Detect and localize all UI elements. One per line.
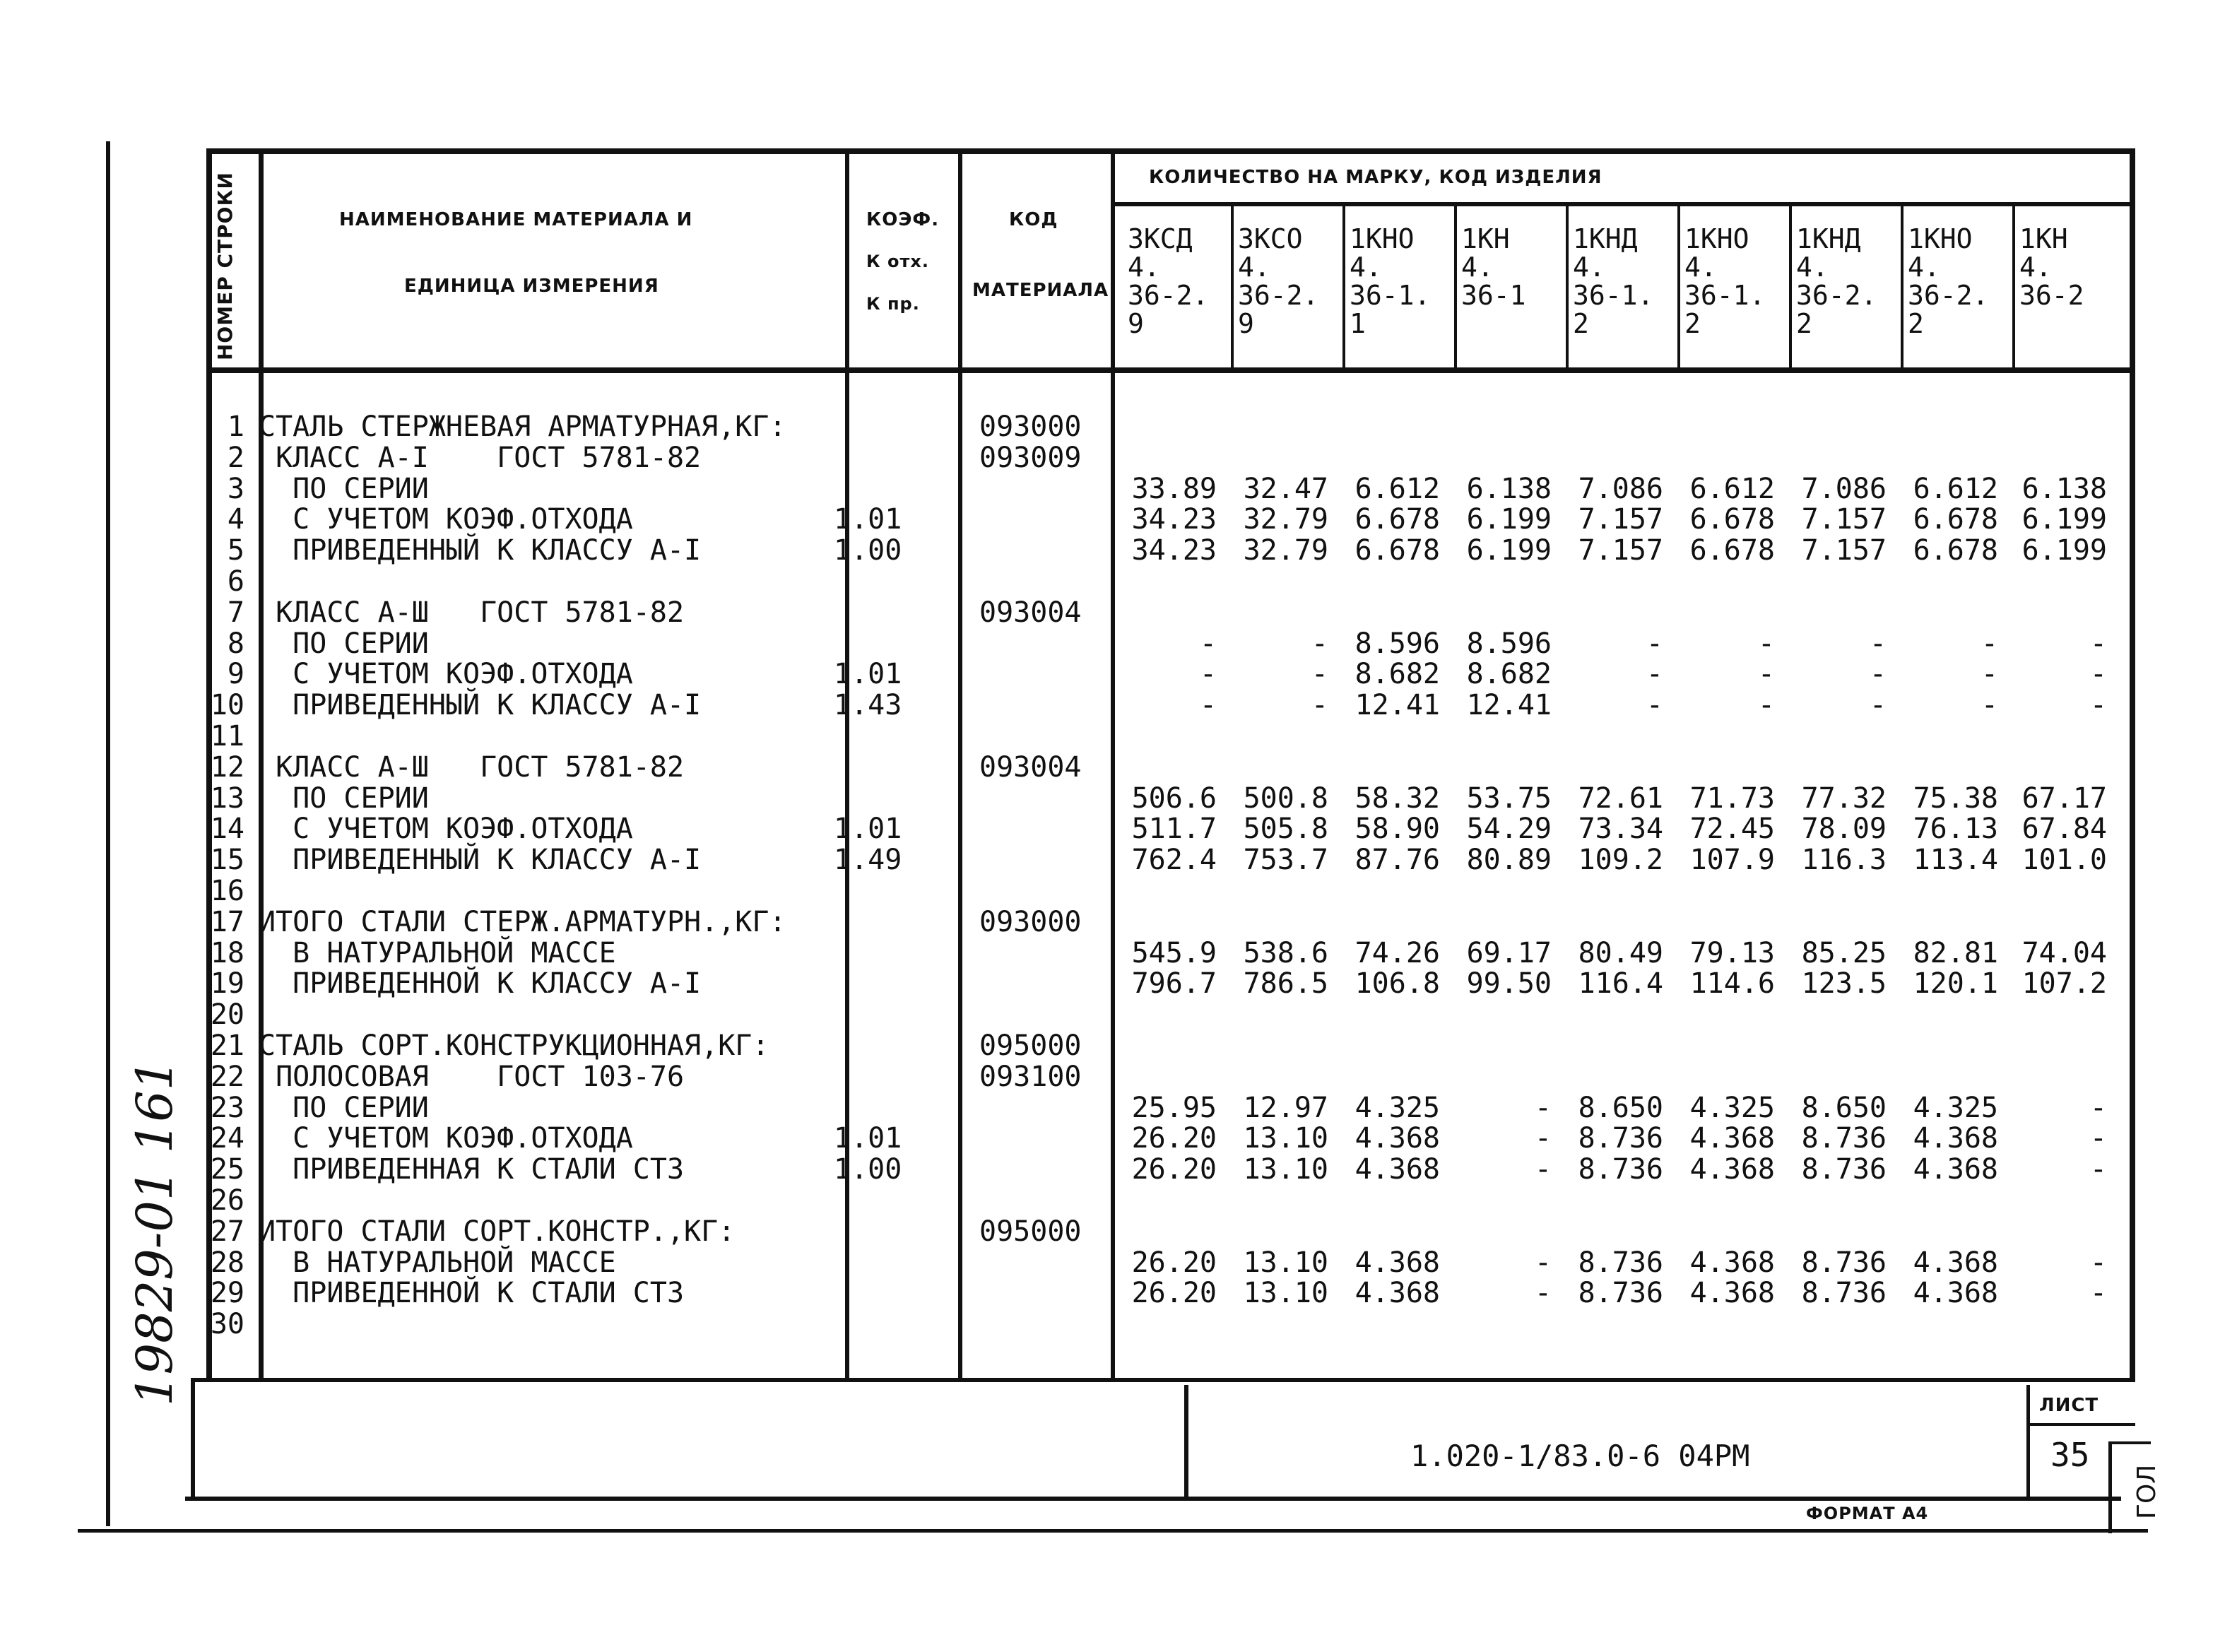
row-value: 73.34 [1578,813,1663,845]
row-value: - [1869,689,1887,721]
outer-bottom-border [78,1529,2148,1533]
row-value: - [1869,627,1887,660]
row-value: - [1311,689,1328,721]
row-value: 101.0 [2021,844,2107,876]
row-value: - [2089,689,2107,721]
row-number: 2 [227,442,244,474]
row-value: 12.97 [1243,1092,1328,1124]
row-value: 8.736 [1801,1277,1887,1309]
row-coef: 1.01 [834,658,902,690]
row-number: 5 [227,534,244,567]
row-value: 58.90 [1354,813,1440,845]
row-name: КЛАСС А-Ш ГОСТ 5781-82 [259,751,685,784]
row-coef: 1.00 [834,534,902,567]
prod-sep-5 [1677,205,1680,369]
row-name: КЛАСС А-Ш ГОСТ 5781-82 [259,596,685,629]
handwritten-margin-note: 19829-01 161 [126,1058,184,1406]
row-value: - [1646,658,1663,690]
row-number: 6 [227,565,244,598]
row-value: 6.138 [1466,473,1552,505]
row-name: В НАТУРАЛЬНОЙ МАССЕ [259,937,616,969]
row-value: 80.89 [1466,844,1552,876]
prod-sep-6 [1789,205,1792,369]
product-header-5: 1КНД 4. 36-1. 2 [1573,223,1654,339]
row-number: 24 [210,1122,244,1155]
row-value: 74.04 [2021,937,2107,969]
row-value: - [1534,1277,1552,1309]
row-value: 4.368 [1913,1246,1998,1279]
row-value: - [1199,689,1217,721]
row-value: 7.086 [1801,473,1887,505]
row-value: 67.17 [2021,782,2107,815]
row-value: 4.368 [1913,1277,1998,1309]
row-value: 123.5 [1801,967,1887,1000]
row-value: 26.20 [1131,1122,1217,1155]
row-number: 27 [210,1215,244,1248]
product-header-1: 3КСД 4. 36-2. 9 [1128,223,1209,339]
row-value: 87.76 [1354,844,1440,876]
row-value: 72.61 [1578,782,1663,815]
row-value: 4.368 [1913,1122,1998,1155]
row-value: 8.596 [1466,627,1552,660]
header-material-name-1: НАИМЕНОВАНИЕ МАТЕРИАЛА И [339,209,693,230]
row-name: С УЧЕТОМ КОЭФ.ОТХОДА [259,813,633,845]
qty-title-rule [1111,202,2135,206]
row-value: - [1646,627,1663,660]
product-header-8: 1КНО 4. 36-2. 2 [1908,223,1989,339]
row-value: 107.2 [2021,967,2107,1000]
row-coef: 1.49 [834,844,902,876]
row-value: 4.368 [1689,1122,1775,1155]
row-value: 79.13 [1689,937,1775,969]
row-value: 4.368 [1354,1277,1440,1309]
prod-sep-7 [1901,205,1903,369]
table-right-border [2130,148,2135,1378]
row-value: 511.7 [1131,813,1217,845]
doc-code: 1.020-1/83.0-6 04РМ [1410,1439,1750,1473]
row-name: ПРИВЕДЕННЫЙ К КЛАССУ А-I [259,689,702,721]
row-value: 6.678 [1913,534,1998,567]
row-value: 13.10 [1243,1277,1328,1309]
row-value: 8.650 [1801,1092,1887,1124]
row-number: 8 [227,627,244,660]
row-number: 7 [227,596,244,629]
row-number: 29 [210,1277,244,1309]
product-header-4: 1КН 4. 36-1 [1461,223,1526,311]
row-value: 6.678 [1689,503,1775,536]
row-value: 34.23 [1131,534,1217,567]
row-number: 10 [210,689,244,721]
row-value: 6.612 [1913,473,1998,505]
product-header-3: 1КНО 4. 36-1. 1 [1350,223,1431,339]
row-value: - [1757,627,1775,660]
row-value: 4.368 [1689,1246,1775,1279]
row-value: - [2089,1092,2107,1124]
row-value: - [1869,658,1887,690]
table-bottom-rule [191,1378,2135,1382]
row-number: 12 [210,751,244,784]
row-value: - [1981,658,1998,690]
product-header-6: 1КНО 4. 36-1. 2 [1684,223,1766,339]
row-value: 6.612 [1689,473,1775,505]
col-sep-coef [958,148,962,1381]
row-value: 538.6 [1243,937,1328,969]
row-value: 85.25 [1801,937,1887,969]
row-value: 109.2 [1578,844,1663,876]
row-number: 18 [210,937,244,969]
corner-mark: ГОЛ [2132,1464,2161,1519]
sheet-box-top [2108,1441,2151,1444]
row-name: С УЧЕТОМ КОЭФ.ОТХОДА [259,503,633,536]
header-bottom-rule [206,367,2135,373]
row-value: 786.5 [1243,967,1328,1000]
row-value: - [1311,658,1328,690]
row-value: 6.138 [2021,473,2107,505]
row-value: 25.95 [1131,1092,1217,1124]
header-row-number: НОМЕР СТРОКИ [213,172,237,360]
row-number: 22 [210,1061,244,1093]
prod-sep-8 [2012,205,2015,369]
row-code: 095000 [979,1029,1082,1062]
row-value: 8.736 [1578,1153,1663,1186]
row-code: 093009 [979,442,1082,474]
row-value: 505.8 [1243,813,1328,845]
row-value: 6.199 [1466,534,1552,567]
row-value: - [2089,1277,2107,1309]
format-label: ФОРМАТ А4 [1806,1504,1929,1523]
row-name: ПРИВЕДЕННОЙ К КЛАССУ А-I [259,967,702,1000]
row-coef: 1.00 [834,1153,902,1186]
row-value: - [2089,1122,2107,1155]
row-name: КЛАСС А-I ГОСТ 5781-82 [259,442,702,474]
sheet-label: ЛИСТ [2039,1395,2099,1416]
sheet-box-mid [2026,1423,2135,1426]
row-value: 107.9 [1689,844,1775,876]
row-value: 34.23 [1131,503,1217,536]
row-value: - [1981,627,1998,660]
outer-left-border [106,141,110,1526]
row-value: 8.736 [1801,1153,1887,1186]
row-number: 19 [210,967,244,1000]
col-sep-name [845,148,849,1381]
prod-sep-1 [1231,205,1234,369]
row-value: 32.47 [1243,473,1328,505]
row-value: - [1534,1092,1552,1124]
header-quantity-title: КОЛИЧЕСТВО НА МАРКУ, КОД ИЗДЕЛИЯ [1149,167,1603,188]
row-value: 12.41 [1466,689,1552,721]
row-number: 1 [227,411,244,443]
row-number: 9 [227,658,244,690]
row-code: 093000 [979,906,1082,938]
row-name: ПО СЕРИИ [259,627,429,660]
row-value: 7.157 [1578,534,1663,567]
header-code-1: КОД [1009,209,1058,230]
header-coef-1: КОЭФ. [866,209,940,230]
row-value: 82.81 [1913,937,1998,969]
row-value: 106.8 [1354,967,1440,1000]
row-value: 4.368 [1354,1122,1440,1155]
row-coef: 1.01 [834,503,902,536]
row-name: ИТОГО СТАЛИ СТЕРЖ.АРМАТУРН.,КГ: [259,906,786,938]
row-value: 8.682 [1466,658,1552,690]
row-value: 116.4 [1578,967,1663,1000]
row-value: 7.157 [1578,503,1663,536]
row-value: 8.682 [1354,658,1440,690]
row-coef: 1.43 [834,689,902,721]
row-value: - [2089,658,2107,690]
row-value: 13.10 [1243,1122,1328,1155]
row-value: 506.6 [1131,782,1217,815]
row-name: ПОЛОСОВАЯ ГОСТ 103-76 [259,1061,685,1093]
row-value: 6.199 [2021,534,2107,567]
row-value: - [1199,627,1217,660]
row-value: 4.368 [1689,1277,1775,1309]
row-number: 14 [210,813,244,845]
row-value: 545.9 [1131,937,1217,969]
row-code: 093004 [979,596,1082,629]
row-value: 26.20 [1131,1277,1217,1309]
row-value: 13.10 [1243,1153,1328,1186]
row-name: С УЧЕТОМ КОЭФ.ОТХОДА [259,658,633,690]
row-number: 4 [227,503,244,536]
row-value: 13.10 [1243,1246,1328,1279]
product-header-9: 1КН 4. 36-2 [2019,223,2084,311]
row-number: 23 [210,1092,244,1124]
row-value: 753.7 [1243,844,1328,876]
footer-bottom-rule [185,1497,2121,1501]
row-value: - [1757,658,1775,690]
table-top-border [206,148,2135,154]
row-value: 26.20 [1131,1153,1217,1186]
footer-top-left-rule [191,1378,195,1498]
row-number: 17 [210,906,244,938]
row-value: - [1646,689,1663,721]
row-value: 6.678 [1689,534,1775,567]
row-coef: 1.01 [834,813,902,845]
row-name: С УЧЕТОМ КОЭФ.ОТХОДА [259,1122,633,1155]
row-value: - [1534,1153,1552,1186]
row-value: 6.199 [1466,503,1552,536]
row-value: 4.325 [1354,1092,1440,1124]
row-value: 8.736 [1801,1122,1887,1155]
row-value: 7.157 [1801,534,1887,567]
row-value: 99.50 [1466,967,1552,1000]
row-code: 093100 [979,1061,1082,1093]
row-value: 113.4 [1913,844,1998,876]
row-value: 6.678 [1354,534,1440,567]
row-value: 4.368 [1354,1246,1440,1279]
row-value: 72.45 [1689,813,1775,845]
row-value: 76.13 [1913,813,1998,845]
row-value: 8.650 [1578,1092,1663,1124]
row-name: СТАЛЬ СТЕРЖНЕВАЯ АРМАТУРНАЯ,КГ: [259,411,786,443]
row-value: 53.75 [1466,782,1552,815]
row-value: 4.368 [1354,1153,1440,1186]
row-number: 16 [210,875,244,907]
row-value: 500.8 [1243,782,1328,815]
col-sep-code [1111,148,1115,1381]
row-value: - [1199,658,1217,690]
sheet-number: 35 [2050,1436,2090,1474]
row-value: 26.20 [1131,1246,1217,1279]
header-material-name-2: ЕДИНИЦА ИЗМЕРЕНИЯ [404,276,659,297]
header-code-2: МАТЕРИАЛА [972,280,1109,301]
row-name: ПРИВЕДЕННАЯ К СТАЛИ СТ3 [259,1153,685,1186]
row-value: 7.086 [1578,473,1663,505]
row-name: СТАЛЬ СОРТ.КОНСТРУКЦИОННАЯ,КГ: [259,1029,769,1062]
row-value: 58.32 [1354,782,1440,815]
row-number: 20 [210,998,244,1031]
row-number: 3 [227,473,244,505]
row-name: В НАТУРАЛЬНОЙ МАССЕ [259,1246,616,1279]
row-value: 762.4 [1131,844,1217,876]
row-name: ПРИВЕДЕННЫЙ К КЛАССУ А-I [259,844,702,876]
prod-sep-2 [1342,205,1345,369]
row-number: 13 [210,782,244,815]
sheet-box-right [2108,1441,2112,1533]
header-coef-3: К пр. [866,294,920,314]
row-value: - [1311,627,1328,660]
row-value: - [1757,689,1775,721]
row-number: 30 [210,1308,244,1340]
row-value: 75.38 [1913,782,1998,815]
row-value: - [2089,1153,2107,1186]
row-name: ПО СЕРИИ [259,473,429,505]
row-coef: 1.01 [834,1122,902,1155]
row-name: ПО СЕРИИ [259,782,429,815]
product-header-7: 1КНД 4. 36-2. 2 [1796,223,1877,339]
row-value: 67.84 [2021,813,2107,845]
row-value: 78.09 [1801,813,1887,845]
row-value: 77.32 [1801,782,1887,815]
row-value: - [1981,689,1998,721]
row-number: 28 [210,1246,244,1279]
row-number: 25 [210,1153,244,1186]
row-value: 114.6 [1689,967,1775,1000]
row-value: 32.79 [1243,503,1328,536]
row-value: 71.73 [1689,782,1775,815]
row-code: 095000 [979,1215,1082,1248]
row-value: 796.7 [1131,967,1217,1000]
row-value: 74.26 [1354,937,1440,969]
row-value: 8.736 [1578,1122,1663,1155]
header-coef-2: К отх. [866,252,929,271]
row-value: 80.49 [1578,937,1663,969]
product-header-2: 3КСО 4. 36-2. 9 [1238,223,1319,339]
row-value: 4.325 [1689,1092,1775,1124]
row-value: 8.736 [1578,1246,1663,1279]
row-value: 69.17 [1466,937,1552,969]
row-value: 54.29 [1466,813,1552,845]
prod-sep-3 [1454,205,1457,369]
row-value: 12.41 [1354,689,1440,721]
row-name: ИТОГО СТАЛИ СОРТ.КОНСТР.,КГ: [259,1215,736,1248]
row-name: ПО СЕРИИ [259,1092,429,1124]
row-name: ПРИВЕДЕННОЙ К СТАЛИ СТ3 [259,1277,685,1309]
row-number: 21 [210,1029,244,1062]
row-value: 6.678 [1913,503,1998,536]
row-number: 15 [210,844,244,876]
row-value: 4.368 [1913,1153,1998,1186]
row-value: 6.678 [1354,503,1440,536]
row-value: 33.89 [1131,473,1217,505]
row-value: 4.325 [1913,1092,1998,1124]
row-value: 7.157 [1801,503,1887,536]
row-value: - [2089,627,2107,660]
row-value: 6.612 [1354,473,1440,505]
row-value: - [2089,1246,2107,1279]
sheet-box-left [2026,1385,2030,1498]
row-value: 116.3 [1801,844,1887,876]
row-value: 120.1 [1913,967,1998,1000]
row-value: 8.736 [1801,1246,1887,1279]
row-value: 8.736 [1578,1277,1663,1309]
row-value: 32.79 [1243,534,1328,567]
row-code: 093004 [979,751,1082,784]
row-name: ПРИВЕДЕННЫЙ К КЛАССУ А-I [259,534,702,567]
row-value: 4.368 [1689,1153,1775,1186]
row-value: 6.199 [2021,503,2107,536]
row-value: 8.596 [1354,627,1440,660]
prod-sep-4 [1566,205,1569,369]
row-value: - [1534,1122,1552,1155]
footer-center-sep [1184,1385,1188,1498]
row-number: 26 [210,1184,244,1217]
row-number: 11 [210,720,244,753]
row-code: 093000 [979,411,1082,443]
row-value: - [1534,1246,1552,1279]
